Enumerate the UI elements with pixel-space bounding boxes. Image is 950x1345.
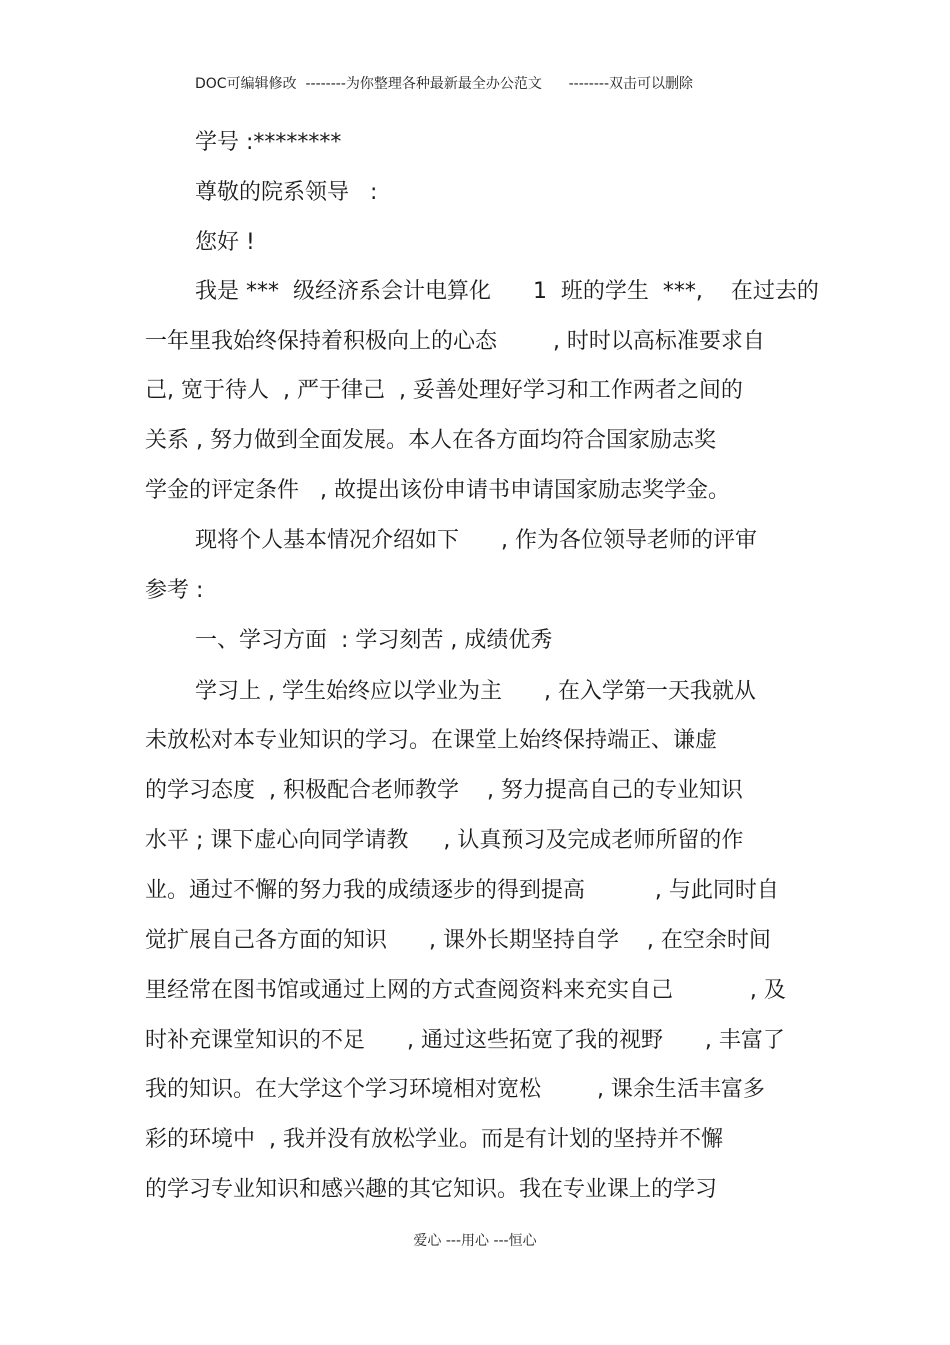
- paragraph-line: 现将个人基本情况介绍如下 , 作为各位领导老师的评审: [195, 528, 757, 553]
- paragraph-line: 学金的评定条件 , 故提出该份申请书申请国家励志奖学金。: [145, 478, 730, 503]
- paragraph-line: 里经常在图书馆或通过上网的方式查阅资料来充实自己 , 及: [145, 978, 786, 1003]
- paragraph-line: 时补充课堂知识的不足 , 通过这些拓宽了我的视野 , 丰富了: [145, 1028, 785, 1053]
- paragraph-line: 业。通过不懈的努力我的成绩逐步的得到提高 , 与此同时自: [145, 878, 779, 903]
- paragraph-line: 关系 , 努力做到全面发展。本人在各方面均符合国家励志奖: [145, 428, 716, 453]
- paragraph-line: 的学习专业知识和感兴趣的其它知识。我在专业课上的学习: [145, 1177, 718, 1202]
- page-footer: 爱心 ---用心 ---恒心: [413, 1233, 537, 1249]
- paragraph-line: 己, 宽于待人 , 严于律己 , 妥善处理好学习和工作两者之间的: [145, 378, 743, 403]
- paragraph-line: 参考 :: [145, 578, 204, 603]
- paragraph-line: 我是 *** 级经济系会计电算化 1 班的学生 ***, 在过去的: [195, 279, 819, 304]
- paragraph-line: 未放松对本专业知识的学习。在课堂上始终保持端正、谦虚: [145, 728, 718, 753]
- paragraph-line: 彩的环境中 , 我并没有放松学业。而是有计划的坚持并不懈: [145, 1127, 723, 1152]
- greeting-line: 您好 !: [195, 230, 255, 255]
- paragraph-line: 觉扩展自己各方面的知识 , 课外长期坚持自学 , 在空余时间: [145, 928, 771, 953]
- paragraph-line: 一年里我始终保持着积极向上的心态 , 时时以高标准要求自: [145, 329, 765, 354]
- salutation-line: 尊敬的院系领导 :: [195, 180, 378, 205]
- paragraph-line: 学习上 , 学生始终应以学业为主 , 在入学第一天我就从: [195, 679, 756, 704]
- student-id-line: 学号 :********: [195, 130, 342, 155]
- paragraph-line: 的学习态度 , 积极配合老师教学 , 努力提高自己的专业知识: [145, 778, 743, 803]
- section-heading: 一、学习方面 : 学习刻苦 , 成绩优秀: [195, 628, 553, 653]
- paragraph-line: 水平 ; 课下虚心向同学请教 , 认真预习及完成老师所留的作: [145, 828, 744, 853]
- page-header: DOC可编辑修改 --------为你整理各种最新最全办公范文 --------双击可以删除: [195, 76, 694, 92]
- paragraph-line: 我的知识。在大学这个学习环境相对宽松 , 课余生活丰富多: [145, 1077, 765, 1102]
